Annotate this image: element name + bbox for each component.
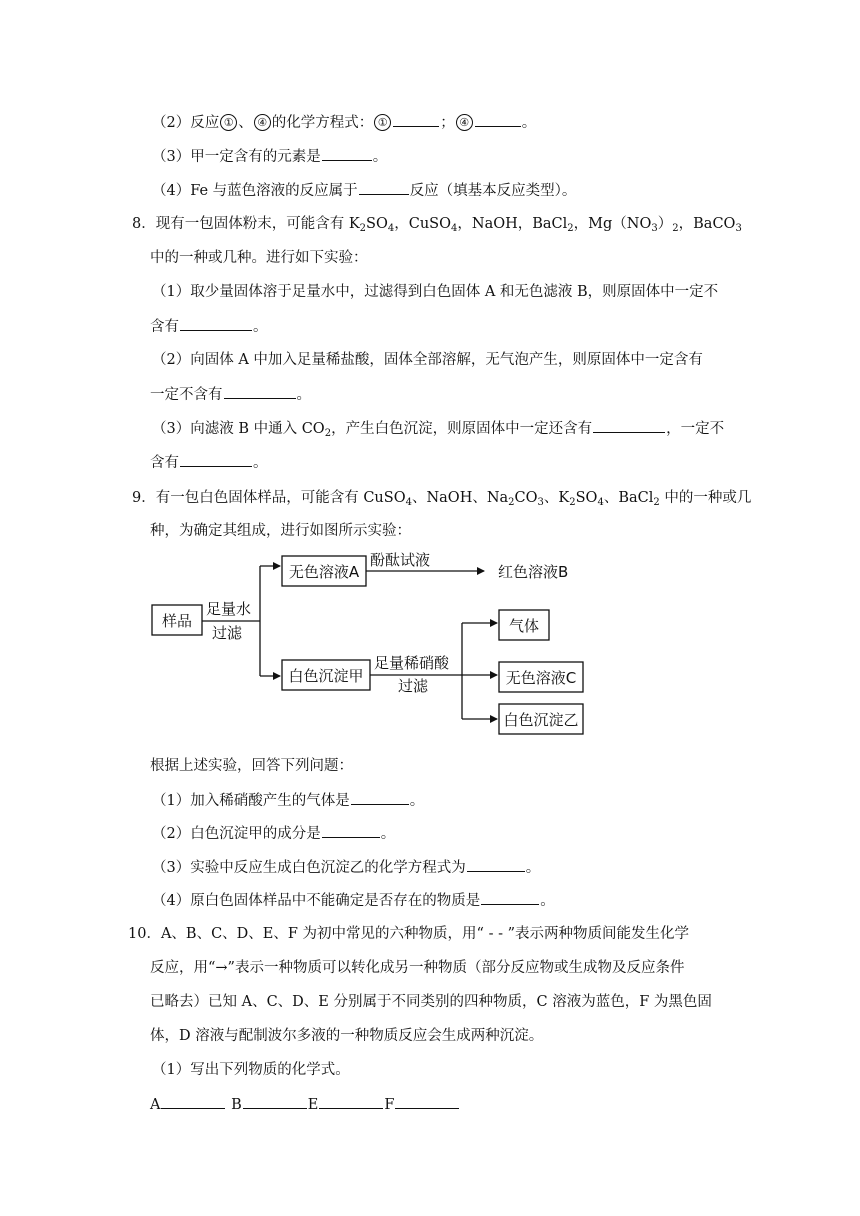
phenolphthalein-label: 酚酞试液 xyxy=(370,551,431,569)
q8-stem-line2: 中的一种或几种。进行如下实验： xyxy=(150,250,368,266)
q9-intro: 根据上述实验，回答下列问题： xyxy=(150,758,353,774)
q8-part3-line1: （3）向滤液 B 中通入 $CO_2$，产生白色沉淀，则原固体中一定还含有 ，一定不 xyxy=(152,418,724,439)
answer-blank[interactable] xyxy=(481,890,539,905)
precip-jia-label: 白色沉淀甲 xyxy=(288,667,364,685)
sample-label: 样品 xyxy=(161,612,193,630)
precip-yi-label: 白色沉淀乙 xyxy=(503,711,579,729)
answer-blank[interactable] xyxy=(161,1094,225,1109)
q8-part3-line2: 含有 。 xyxy=(150,452,268,473)
q8-part2-line2: 一定不含有 。 xyxy=(150,384,311,405)
circled-1-icon: ① xyxy=(220,114,237,131)
q7-part2-line: （2）反应 ① 、 ④ 的化学方程式： ① ； ④ 。 xyxy=(152,112,536,133)
q10-stem-line1: 10．A、B、C、D、E、F 为初中常见的六种物质，用“ - - ”表示两种物质间能发生化学 xyxy=(128,926,690,942)
q10-formula-line: A B E F xyxy=(150,1094,460,1115)
q10-stem-line3: 已略去）已知 A、C、D、E 分别属于不同类别的四种物质，C 溶液为蓝色，F 为黑色固 xyxy=(150,994,712,1010)
answer-blank[interactable] xyxy=(322,823,380,838)
q7-part3-line: （3）甲一定含有的元素是 。 xyxy=(152,146,387,167)
q9-part3: （3）实验中反应生成白色沉淀乙的化学方程式为 。 xyxy=(152,857,540,878)
answer-blank[interactable] xyxy=(319,1094,383,1109)
red-solution-b-label: 红色溶液B xyxy=(498,563,569,581)
q8-stem-line1: 8．现有一包固体粉末，可能含有 $K_2SO_4$，CuSO$_4$，NaOH，BaCl$_2$，$Mg(NO_3)_2$，BaCO$_3$ xyxy=(132,216,742,234)
circled-1-icon: ① xyxy=(374,114,391,131)
filter-label-1: 过滤 xyxy=(212,624,243,642)
q9-stem-line2: 种，为确定其组成，进行如图所示实验： xyxy=(150,523,411,539)
answer-blank[interactable] xyxy=(395,1094,459,1109)
circled-4-icon: ④ xyxy=(456,114,473,131)
solution-a-label: 无色溶液A xyxy=(288,563,360,581)
filter-label-2: 过滤 xyxy=(398,677,429,695)
answer-blank[interactable] xyxy=(351,790,409,805)
q9-part4: （4）原白色固体样品中不能确定是否存在的物质是 。 xyxy=(152,890,555,911)
nitric-acid-label: 足量稀硝酸 xyxy=(374,654,450,672)
q9-part2: （2）白色沉淀甲的成分是 。 xyxy=(152,823,395,844)
answer-blank[interactable] xyxy=(243,1094,307,1109)
circled-4-icon: ④ xyxy=(254,114,271,131)
q10-stem-line4: 体，D 溶液与配制波尔多液的一种物质反应会生成两种沉淀。 xyxy=(150,1028,544,1044)
answer-blank[interactable] xyxy=(467,857,525,872)
q9-stem-line1: 9．有一包白色固体样品，可能含有 CuSO$_4$、NaOH、$Na_2CO_3$、$K_2SO_4$、BaCl$_2$ 中的一种或几 xyxy=(132,490,752,508)
gas-label: 气体 xyxy=(508,617,540,635)
water-label: 足量水 xyxy=(206,600,252,618)
q10-part1: （1）写出下列物质的化学式。 xyxy=(152,1062,350,1078)
q8-part1-line1: （1）取少量固体溶于足量水中，过滤得到白色固体 A 和无色滤液 B，则原固体中一定不 xyxy=(152,284,719,300)
q9-part1: （1）加入稀硝酸产生的气体是 。 xyxy=(152,790,424,811)
q8-part1-line2: 含有 。 xyxy=(150,316,268,337)
q10-stem-line2: 反应，用“→”表示一种物质可以转化成另一种物质（部分反应物或生成物及反应条件 xyxy=(150,960,685,976)
q8-part2-line1: （2）向固体 A 中加入足量稀盐酸，固体全部溶解，无气泡产生，则原固体中一定含有 xyxy=(152,352,703,368)
solution-c-label: 无色溶液C xyxy=(505,669,577,687)
q7-part4-line: （4）Fe 与蓝色溶液的反应属于 反应（填基本反应类型）。 xyxy=(152,180,576,201)
